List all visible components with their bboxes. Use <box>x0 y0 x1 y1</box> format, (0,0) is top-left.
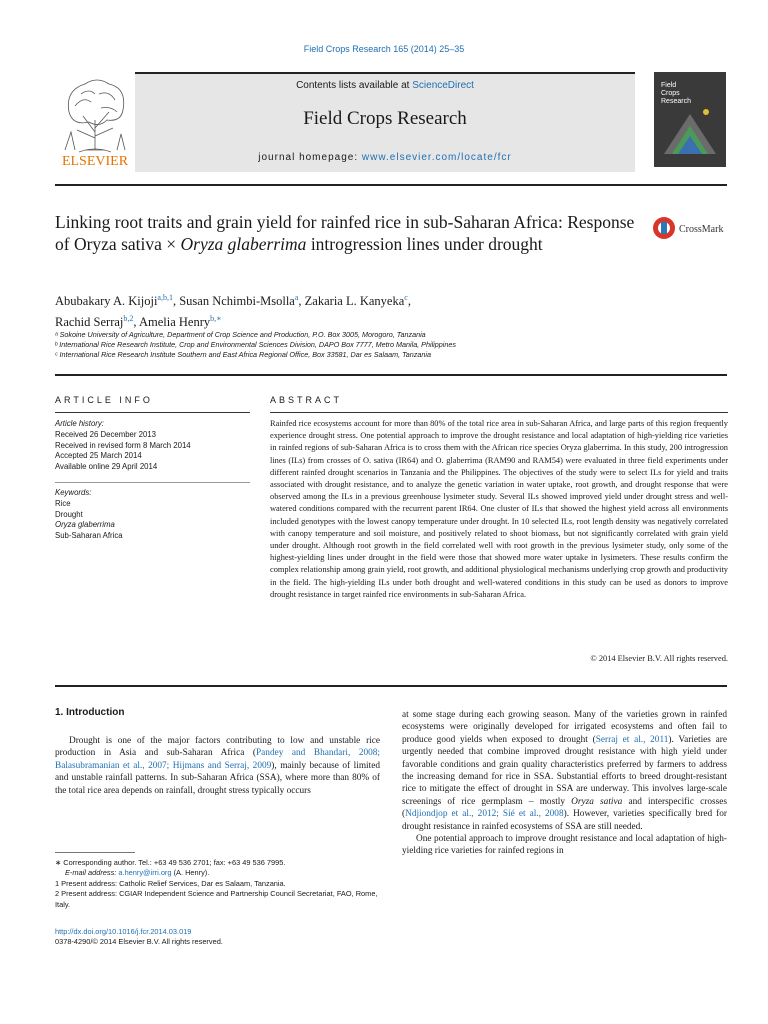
intro-left-column <box>55 735 380 797</box>
footnotes <box>55 858 380 910</box>
body-rule <box>55 685 727 687</box>
cover-title: Field Crops Research <box>661 82 691 105</box>
sciencedirect-link[interactable]: ScienceDirect <box>412 80 474 91</box>
author-3[interactable] <box>305 294 411 308</box>
keyword-item: Oryza glaberrima <box>55 520 115 530</box>
text-run: Drought is one of the major factors contributing to low and unstable rice production in Asia and sub-Saharan Africa ( <box>55 736 380 759</box>
text-run: ). However, varieties specifically bred for drought resistance in rainfed ecosystems of SSA are still needed. <box>402 809 728 832</box>
keyword-item: Drought <box>55 509 83 519</box>
abstract-copyright: © 2014 Elsevier B.V. All rights reserved. <box>590 654 728 663</box>
journal-header-box <box>135 72 635 172</box>
homepage-prefix: journal homepage: <box>258 152 362 163</box>
title-part-2: introgression lines under drought <box>306 234 543 254</box>
species-name: Oryza sativa <box>571 796 623 807</box>
email-suffix: (A. Henry). <box>171 868 210 878</box>
keyword-item: Rice <box>55 498 71 508</box>
article-info-rule <box>55 412 250 413</box>
article-title <box>55 211 645 255</box>
history-online: Available online 29 April 2014 <box>55 462 158 472</box>
title-part-1: Linking root traits and grain yield for rainfed rice in sub-Saharan Africa: Response of Oryza sativa × <box>55 212 635 254</box>
article-history <box>55 419 245 473</box>
author-4[interactable] <box>55 315 139 329</box>
history-revised: Received in revised form 8 March 2014 <box>55 440 191 450</box>
citation-link[interactable]: Serraj et al., 2011 <box>595 734 669 745</box>
author-affil-marker[interactable]: a <box>294 293 299 302</box>
keyword-item: Sub-Saharan Africa <box>55 531 123 541</box>
introduction-heading: 1. Introduction <box>55 707 125 718</box>
article-info-heading: ARTICLE INFO <box>55 395 153 405</box>
author-name: Susan Nchimbi-Msolla <box>179 294 295 309</box>
text-run: and interspecific crosses ( <box>402 796 727 820</box>
text-run: at some stage during each growing season. Many of the varieties grown in rainfed ecosystems were originally developed for irrigated ecosystems and often fail to produce good yields when exposed to drought ( <box>402 710 727 745</box>
abstract-text: Rainfed rice ecosystems account for more than 80% of the total rice area in sub-Saharan Africa, and large parts of this region frequently experience drought stress. One potential approach to improve the drought resistance and local adaptation of high-yielding rice varieties in rainfed regions of sub-Saharan Africa is to cross them with the African rice species Oryza glaberrima. In this study, 200 introgression lines (ILs) from crosses of O. sativa (IR64) and O. glaberrima (RAM90 and RAM54) were evaluated in three field experiments under different rainfed drought scenarios in Tanzania and the Philippines. The objectives of the study were to select ILs for yield and traits associated with drought resistance, and to analyze the genetic variation in water uptake, root growth, and drought response that were observed among the ILs in a previous greenhouse lysimeter study. Several ILs showed improved yield under drought stress and well-watered conditions compared with the recurrent parent IR64. One cluster of ILs that showed the highest yield across all environments included genotypes with the lowest canopy temperature under drought. In 10 selected ILs, root length density was negatively correlated with canopy temperature and soil moisture, and positively related to shoot biomass, but not significantly correlated with grain yield under drought. Although root growth in the field correlated well with root growth in the previous lysimeter study, only some of the highest-yielding lines under drought in the field were those that showed more water uptake in lysimeters. These results confirm the complex relationship among grain yield, root growth, and additional physiological mechanisms underlying crop growth and productivity in the field. The high-yielding ILs under both drought and well-watered conditions in this study can be used as donors to improve drought resistance in target rainfed rice environments in sub-Saharan Africa. <box>270 419 728 599</box>
masthead-rule <box>55 184 727 186</box>
author-name: Abubakary A. Kijoji <box>55 294 158 309</box>
history-label: Article history: <box>55 419 104 428</box>
journal-masthead <box>55 72 727 172</box>
intro-paragraph <box>402 709 727 833</box>
footnote-corresponding: ∗ Corresponding author. Tel.: +63 49 536 2701; fax: +63 49 536 7995. <box>55 858 286 867</box>
footnote-1: 1 Present address: Catholic Relief Services, Dar es Salaam, Tanzania. <box>55 878 286 888</box>
doi-link[interactable]: http://dx.doi.org/10.1016/j.fcr.2014.03.019 <box>55 927 192 936</box>
issn-copyright: 0378-4290/© 2014 Elsevier B.V. All rights reserved. <box>55 937 223 947</box>
author-1[interactable] <box>55 294 179 308</box>
author-list <box>55 289 655 331</box>
crossmark-label: CrossMark <box>679 224 724 235</box>
homepage-line <box>135 152 635 163</box>
front-matter-rule <box>55 374 727 376</box>
history-accepted: Accepted 25 March 2014 <box>55 451 142 461</box>
affiliations <box>55 330 695 360</box>
footnote-2: 2 Present address: CGIAR Independent Science and Partnership Council Secretariat, FAO, Rome, Italy. <box>55 889 378 909</box>
text-run: ). Varieties are urgently needed that combine improved drought resistance with high yield under favorable conditions and grain quality characteristics preferred by farmers to address the increasing demand for rice in SSA. Substantial efforts to breed drought-resistant rice to mitigate the effect of drought in SSA are underway. This involves large-scale screenings of rice germplasm – mostly <box>402 734 727 807</box>
author-separator: , <box>298 294 305 309</box>
citation-link[interactable]: Pandey and Bhandari, 2008; Balasubramanian et al., 2007; Hijmans and Serraj, 2009 <box>55 748 380 771</box>
author-2[interactable] <box>179 294 304 308</box>
email-label: E-mail address: <box>65 868 119 878</box>
author-separator: , <box>172 294 180 309</box>
abstract-rule <box>270 412 728 413</box>
journal-title: Field Crops Research <box>303 108 467 129</box>
abstract-heading: ABSTRACT <box>270 395 343 405</box>
homepage-link[interactable]: www.elsevier.com/locate/fcr <box>361 152 512 163</box>
author-separator: , <box>407 294 411 309</box>
contents-line <box>135 80 635 91</box>
publisher-name: ELSEVIER <box>61 154 129 169</box>
text-run: ), mainly because of limited and unstable rainfall patterns. In sub-Saharan Africa (SSA), where more than 80% of the total rice area depends on rainfall, drought stress typically occurs <box>55 760 380 796</box>
intro-paragraph <box>55 735 380 797</box>
keywords-label: Keywords: <box>55 488 92 497</box>
author-5[interactable] <box>139 315 222 329</box>
author-name: Amelia Henry <box>138 315 211 330</box>
contents-prefix: Contents lists available at <box>296 80 413 91</box>
crossmark-badge[interactable] <box>652 213 732 241</box>
author-name: Zakaria L. Kanyeka <box>304 294 405 309</box>
affiliation-a: ᵃ Sokoine University of Agriculture, Department of Crop Science and Production, P.O. Box 3005, Morogoro, Tanzania <box>55 330 426 339</box>
author-name: Rachid Serraj <box>55 315 124 330</box>
journal-citation[interactable]: Field Crops Research 165 (2014) 25–35 <box>303 44 465 54</box>
journal-cover-image[interactable] <box>654 72 726 167</box>
author-separator: , <box>133 315 139 330</box>
keywords <box>55 488 245 542</box>
footnote-email <box>55 868 380 878</box>
elsevier-tree-logo <box>55 72 135 170</box>
history-received: Received 26 December 2013 <box>55 429 156 439</box>
intro-right-column <box>402 709 727 858</box>
author-affil-marker[interactable]: a,b,1 <box>157 293 173 302</box>
citation-link[interactable]: Ndjiondjop et al., 2012; Sié et al., 2008 <box>405 809 564 820</box>
author-affil-marker[interactable]: c <box>404 293 408 302</box>
footnote-rule <box>55 852 135 853</box>
title-species: Oryza glaberrima <box>180 234 307 254</box>
email-link[interactable]: a.henry@irri.org <box>118 868 172 878</box>
keywords-rule <box>55 482 250 483</box>
intro-paragraph: One potential approach to improve drought resistance and local adaptation of high-yielding rice varieties for rainfed regions in <box>402 834 727 857</box>
doi-block <box>55 927 223 948</box>
author-affil-marker[interactable]: b,2 <box>123 314 134 324</box>
affiliation-c: ᶜ International Rice Research Institute Southern and East Africa Regional Office, Box 33581, Dar es Salaam, Tanzania <box>55 350 431 359</box>
author-affil-marker[interactable]: b,∗ <box>210 314 222 324</box>
affiliation-b: ᵇ International Rice Research Institute, Crop and Environmental Sciences Division, DAPO Box 7777, Metro Manila, Philippines <box>55 340 456 349</box>
